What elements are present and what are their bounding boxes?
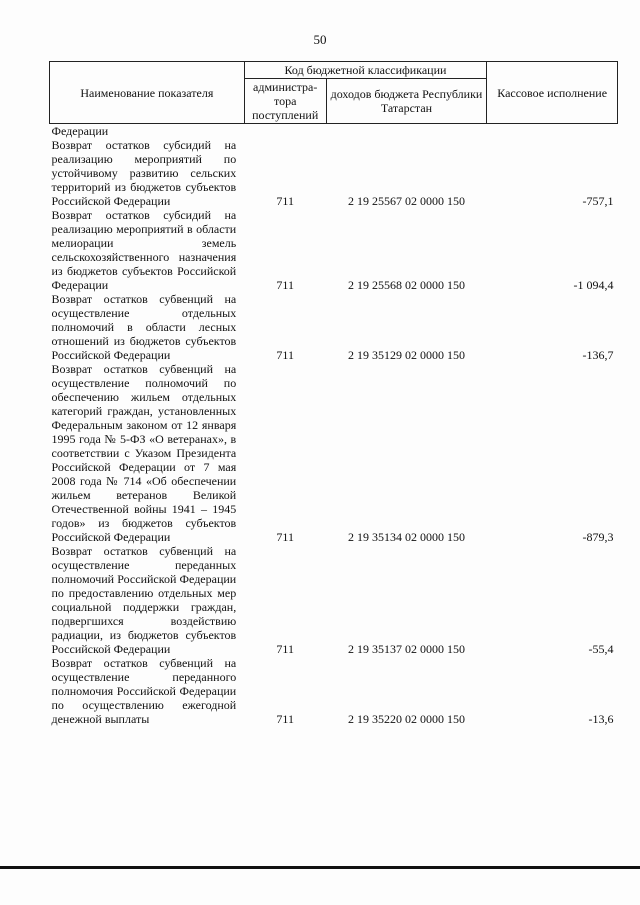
row-name: Возврат остатков субвенций на осуществление полномочий по обеспечению жильем отдельных категорий граждан, установленных Федеральным законом от 12 января 1995 года № 5-ФЗ «О ветеранах», в соответствии с Указом Президента Российской Федерации от 7 мая 2008 года № 714 «Об обеспечении жильем ветеранов Великой Отечественной войны 1941 – 1945 годов» из бюджетов субъектов Российской Федерации	[51, 362, 237, 544]
row-admin-code: 711	[276, 642, 294, 656]
row-execution-value: -757,1	[582, 194, 614, 208]
row-admin-code: 711	[276, 194, 294, 208]
page-number: 50	[313, 32, 327, 47]
row-execution-value: -136,7	[582, 348, 614, 362]
scan-edge-line	[0, 866, 640, 869]
table-row	[50, 362, 618, 544]
table-row	[50, 656, 618, 726]
header-admin: администра-тора поступлений	[244, 79, 326, 124]
header-code-group: Код бюджетной классификации	[244, 62, 487, 79]
row-execution-value: -55,4	[588, 642, 614, 656]
row-name: Возврат остатков субсидий на реализацию мероприятий по устойчивому развитию сельских территорий из бюджетов субъектов Российской Федерации	[51, 138, 237, 208]
header-income: доходов бюджета Республики Татарстан	[326, 79, 487, 124]
row-name: Возврат остатков субвенций на осуществление переданного полномочия Российской Федерации по осуществлению ежегодной денежной выплаты	[51, 656, 237, 726]
row-income-code: 2 19 25568 02 0000 150	[347, 278, 465, 292]
budget-table	[49, 61, 618, 726]
row-execution-value: -1 094,4	[573, 278, 614, 292]
row-admin-code: 711	[276, 712, 294, 726]
table-row	[50, 208, 618, 292]
table-header	[50, 62, 618, 124]
row-income-code: 2 19 35220 02 0000 150	[347, 712, 465, 726]
row-admin-code: 711	[276, 530, 294, 544]
table-row	[50, 544, 618, 656]
row-income-code: 2 19 35129 02 0000 150	[347, 348, 465, 362]
row-name: Возврат остатков субсидий на реализацию мероприятий в области мелиорации земель сельскохозяйственного назначения из бюджетов субъектов Российской Федерации	[51, 208, 237, 292]
row-admin-code: 711	[276, 278, 294, 292]
row-income-code: 2 19 35137 02 0000 150	[347, 642, 465, 656]
row-income-code: 2 19 35134 02 0000 150	[347, 530, 465, 544]
row-admin-code: 711	[276, 348, 294, 362]
row-execution-value: -13,6	[588, 712, 614, 726]
row-name: Возврат остатков субвенций на осуществление переданных полномочий Российской Федерации по предоставлению отдельных мер социальной поддержки граждан, подвергшихся воздействию радиации, из бюджетов субъектов Российской Федерации	[51, 544, 237, 656]
header-execution: Кассовое исполнение	[487, 62, 618, 124]
header-name: Наименование показателя	[50, 62, 245, 124]
table-row	[50, 292, 618, 362]
continuation-row	[50, 124, 618, 139]
table-row	[50, 138, 618, 208]
row-name: Возврат остатков субвенций на осуществление отдельных полномочий в области лесных отношений из бюджетов субъектов Российской Федерации	[51, 292, 237, 362]
row-income-code: 2 19 25567 02 0000 150	[347, 194, 465, 208]
continuation-text: Федерации	[51, 124, 109, 138]
row-execution-value: -879,3	[582, 530, 614, 544]
